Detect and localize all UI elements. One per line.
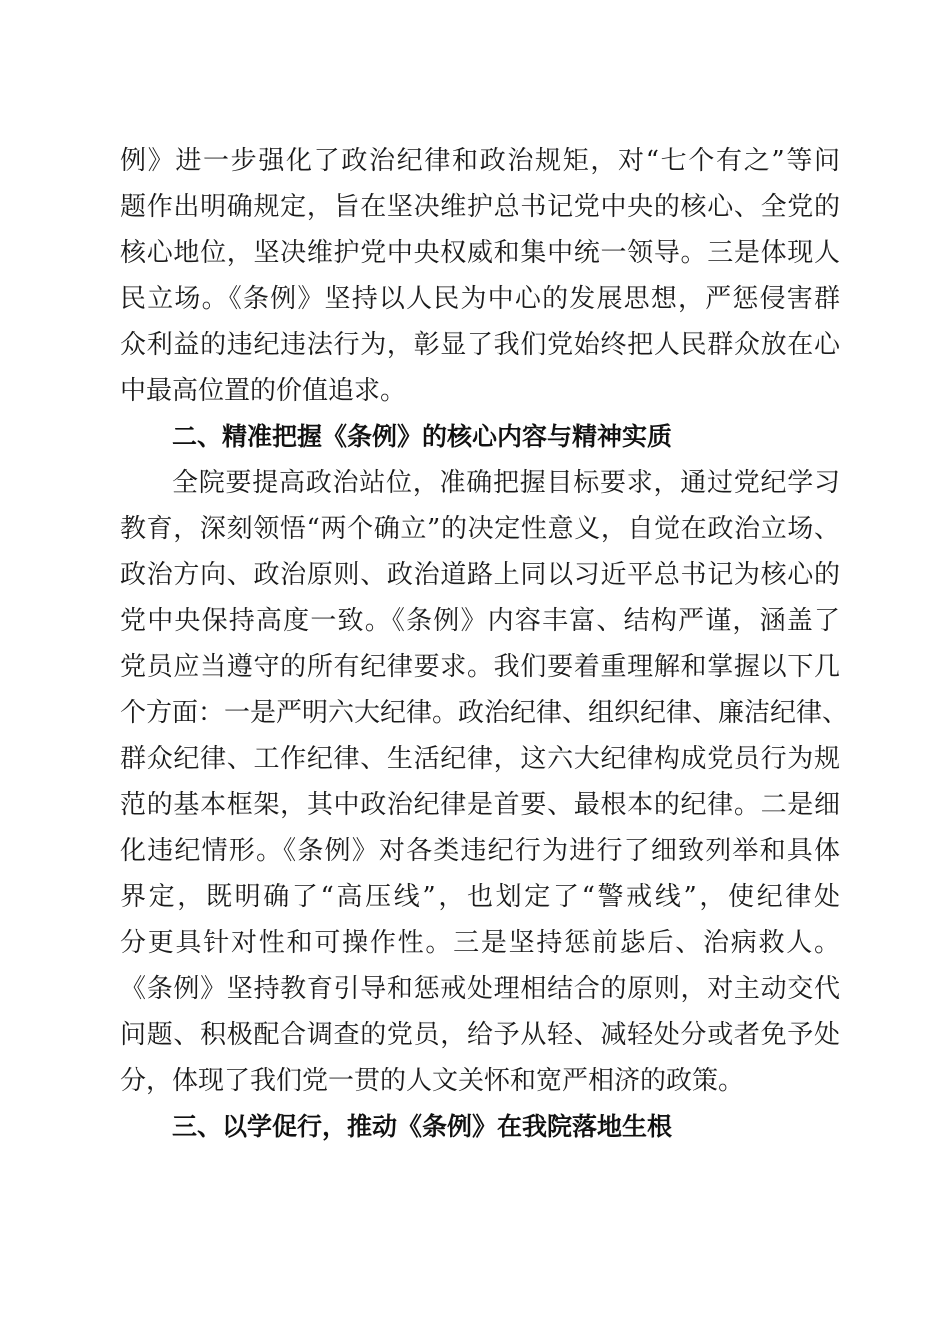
paragraph-line: 例》进一步强化了政治纪律和政治规矩，对“七个有之”等问 xyxy=(120,146,840,176)
paragraph-line: 众利益的违纪违法行为，彰显了我们党始终把人民群众放在心 xyxy=(120,330,840,360)
paragraph-line: 《条例》坚持教育引导和惩戒处理相结合的原则，对主动交代 xyxy=(120,974,840,1004)
paragraph-line: 范的基本框架，其中政治纪律是首要、最根本的纪律。二是细 xyxy=(120,790,840,820)
paragraph-line: 个方面：一是严明六大纪律。政治纪律、组织纪律、廉洁纪律、 xyxy=(120,698,849,728)
section-heading-3: 三、以学促行，推动《条例》在我院落地生根 xyxy=(172,1112,673,1141)
paragraph-line: 核心地位，坚决维护党中央权威和集中统一领导。三是体现人 xyxy=(120,238,840,268)
paragraph-line: 问题、积极配合调查的党员，给予从轻、减轻处分或者免予处 xyxy=(120,1020,840,1050)
paragraph-line: 民立场。《条例》坚持以人民为中心的发展思想，严惩侵害群 xyxy=(120,284,840,314)
paragraph-line: 化违纪情形。《条例》对各类违纪行为进行了细致列举和具体 xyxy=(120,836,840,866)
paragraph-line: 群众纪律、工作纪律、生活纪律，这六大纪律构成党员行为规 xyxy=(120,744,840,774)
paragraph-line: 中最高位置的价值追求。 xyxy=(120,376,407,406)
paragraph-line: 教育，深刻领悟“两个确立”的决定性意义，自觉在政治立场、 xyxy=(120,514,840,544)
paragraph-line: 题作出明确规定，旨在坚决维护总书记党中央的核心、全党的 xyxy=(120,192,840,222)
paragraph-line: 党员应当遵守的所有纪律要求。我们要着重理解和掌握以下几 xyxy=(120,652,840,682)
paragraph-line: 全院要提高政治站位，准确把握目标要求，通过党纪学习 xyxy=(172,468,840,498)
paragraph-line: 分，体现了我们党一贯的人文关怀和宽严相济的政策。 xyxy=(120,1066,745,1096)
paragraph-line: 界定，既明确了“高压线”，也划定了“警戒线”，使纪律处 xyxy=(120,882,840,912)
paragraph-line: 政治方向、政治原则、政治道路上同以习近平总书记为核心的 xyxy=(120,560,840,590)
paragraph-line: 分更具针对性和可操作性。三是坚持惩前毖后、治病救人。 xyxy=(120,928,840,958)
paragraph-line: 党中央保持高度一致。《条例》内容丰富、结构严谨，涵盖了 xyxy=(120,606,840,636)
section-heading-2: 二、精准把握《条例》的核心内容与精神实质 xyxy=(172,422,673,451)
